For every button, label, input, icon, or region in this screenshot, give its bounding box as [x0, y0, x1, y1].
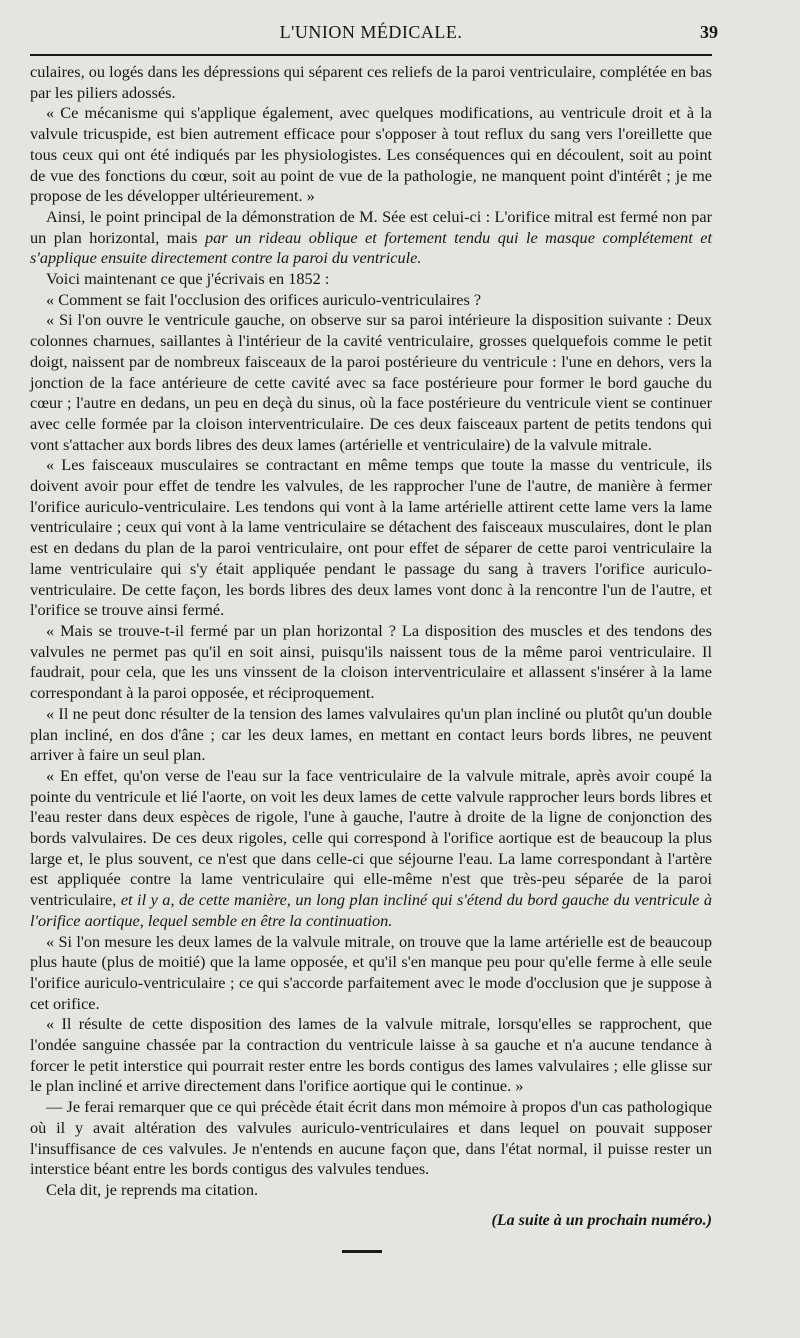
- paragraph: [30, 269, 712, 290]
- text-run: « Mais se trouve-t-il fermé par un plan horizontal ? La disposition des muscles et des tendons des valvules ne permet pas qu'il en soit ainsi, puisqu'ils naissent tous de la même paroi ventriculaire. Il faudrait, pour cela, que les uns vinssent de la cloison interventriculaire et allassent s'insérer à la lame correspondant à la paroi opposée, et réciproquement.: [30, 620, 712, 703]
- paragraph: [30, 207, 712, 269]
- page-number: 39: [700, 22, 718, 42]
- page-header: [30, 22, 718, 52]
- paragraph: [30, 290, 712, 311]
- text-run: « Si l'on ouvre le ventricule gauche, on observe sur sa paroi intérieure la disposition suivante : Deux colonnes charnues, saillantes à l'intérieur de la cavité ventriculaire, grosses quelquefois comme le petit doigt, naissent par de nombreux faisceaux de la paroi postérieure du ventricule : l'une en dehors, vers la jonction de la face antérieure de cette cavité avec sa face postérieure pour former le bord gauche du cœur ; l'autre en dedans, un peu en deçà du sinus, où la face postérieure du ventricule vient se continuer avec celle formée par la cloison interventriculaire. De ces deux faisceaux partent de petits tendons qui vont s'attacher aux bords libres des deux lames (artérielle et ventriculaire) de la valvule mitrale.: [30, 310, 712, 454]
- italic-passage: et il y a, de cette manière, un long plan incliné qui s'étend du bord gauche du ventricule à l'orifice aortique, lequel semble en être la continuation.: [30, 890, 713, 930]
- paragraph: [30, 1097, 712, 1180]
- paragraph: [30, 621, 712, 704]
- header-rule: [30, 54, 712, 56]
- text-run: « Comment se fait l'occlusion des orifices auriculo-ventriculaires ?: [46, 289, 482, 309]
- paragraph: [30, 1014, 712, 1097]
- text-run: « Si l'on mesure les deux lames de la valvule mitrale, on trouve que la lame artérielle est de beaucoup plus haute (plus de moitié) que la lame opposée, et qu'il s'en manque peu pour qu'elle ferme à elle seule l'orifice auriculo-ventriculaire ; ce qui s'accorde parfaitement avec le mode d'occlusion que je suppose à cet orifice.: [30, 931, 712, 1013]
- running-head: L'UNION MÉDICALE.: [279, 22, 463, 42]
- text-run: « Ce mécanisme qui s'applique également, avec quelques modifications, au ventricule droit et à la valvule tricuspide, est bien autrement efficace pour s'opposer à tout reflux du sang vers l'oreillette que tous ceux qui ont été indiqués par les physiologistes. Les conséquences qui en découlent, soit au point de vue des fonctions du cœur, soit au point de vue de la pathologie, ne manquent point d'intérêt ; je me propose de les développer ultérieurement. »: [30, 103, 712, 206]
- paragraph: [30, 103, 712, 207]
- paragraph: [30, 1180, 712, 1201]
- text-run: « Il résulte de cette disposition des lames de la valvule mitrale, lorsqu'elles se rapprochent, que l'ondée sanguine chassée par la contraction du ventricule laisse à sa gauche et n'a aucune tendance à forcer le petit interstice qui pourrait rester entre les bords contigus des lames valvulaires ; elle glisse sur le plan incliné et arrive directement dans l'orifice aortique qui le continue. »: [30, 1014, 712, 1096]
- paragraph: [30, 62, 712, 103]
- text-run: culaires, ou logés dans les dépressions qui séparent ces reliefs de la paroi ventriculaire, complétée en bas par les piliers adossés.: [30, 62, 712, 102]
- paragraph: [30, 455, 712, 621]
- text-run: « Les faisceaux musculaires se contractant en même temps que toute la masse du ventricule, ils doivent avoir pour effet de tendre les valvules, de les rapprocher l'une de l'autre, de manière à fermer l'orifice auriculo-ventriculaire. Les tendons qui vont à la lame artérielle attirent cette lame vers la lame ventriculaire ; ceux qui vont à la lame ventriculaire se détachent des faisceaux musculaires, dont le plan est en dedans du plan de la paroi ventriculaire, ont pour effet de séparer de cette paroi ventriculaire la lame ventriculaire qui s'y était appliquée pendant le passage du sang à travers l'orifice auriculo-ventriculaire. De cette façon, les bords libres des deux lames vont donc à la rencontre l'un de l'autre, et l'orifice se trouve ainsi fermé.: [30, 455, 712, 620]
- paragraph: [30, 766, 712, 932]
- continuation-note: (La suite à un prochain numéro.): [491, 1212, 712, 1229]
- text-run: « En effet, qu'on verse de l'eau sur la face ventriculaire de la valvule mitrale, après avoir coupé la pointe du ventricule et lié l'aorte, on voit les deux lames de cette valvule rapprocher leurs bords libres et l'eau rester dans deux espèces de rigole, l'une à gauche, l'autre à droite de la ligne de conjonction des bords valvulaires. De ces deux rigoles, celle qui correspond à l'orifice aortique est de beaucoup la plus large et, le plus souvent, ce n'est que dans celle-ci que séjourne l'eau. La lame correspondant à l'artère est appliquée contre la lame ventriculaire qui elle-même n'est que très-peu séparée de la paroi ventriculaire,: [30, 765, 712, 910]
- italic-passage: par un rideau oblique et fortement tendu qui le masque complétement et s'applique ensuite directement contre la paroi du ventricule.: [30, 227, 713, 268]
- paragraph: [30, 310, 712, 455]
- end-rule: [342, 1250, 382, 1253]
- text-run: Ainsi, le point principal de la démonstration de M. Sée est celui-ci : L'orifice mitral est fermé non par un plan horizontal, mais: [30, 206, 712, 247]
- text-run: Voici maintenant ce que j'écrivais en 1852 :: [46, 269, 330, 289]
- text-run: « Il ne peut donc résulter de la tension des lames valvulaires qu'un plan incliné ou plutôt qu'un double plan incliné, en dos d'âne ; car les deux lames, en mettant en contact leurs bords libres, ne peuvent arriver à faire un seul plan.: [30, 703, 712, 765]
- article-body: [30, 62, 712, 1201]
- paragraph: [30, 704, 712, 766]
- text-run: — Je ferai remarquer que ce qui précède était écrit dans mon mémoire à propos d'un cas pathologique où il y avait altération des valvules auriculo-ventriculaires et dans lequel on pouvait supposer l'insuffisance de ces valvules. Je n'entends en aucune façon que, dans l'état normal, il puisse rester un interstice béant entre les bords contigus des valvules tendues.: [30, 1097, 712, 1179]
- text-run: Cela dit, je reprends ma citation.: [46, 1179, 259, 1199]
- paragraph: [30, 932, 712, 1015]
